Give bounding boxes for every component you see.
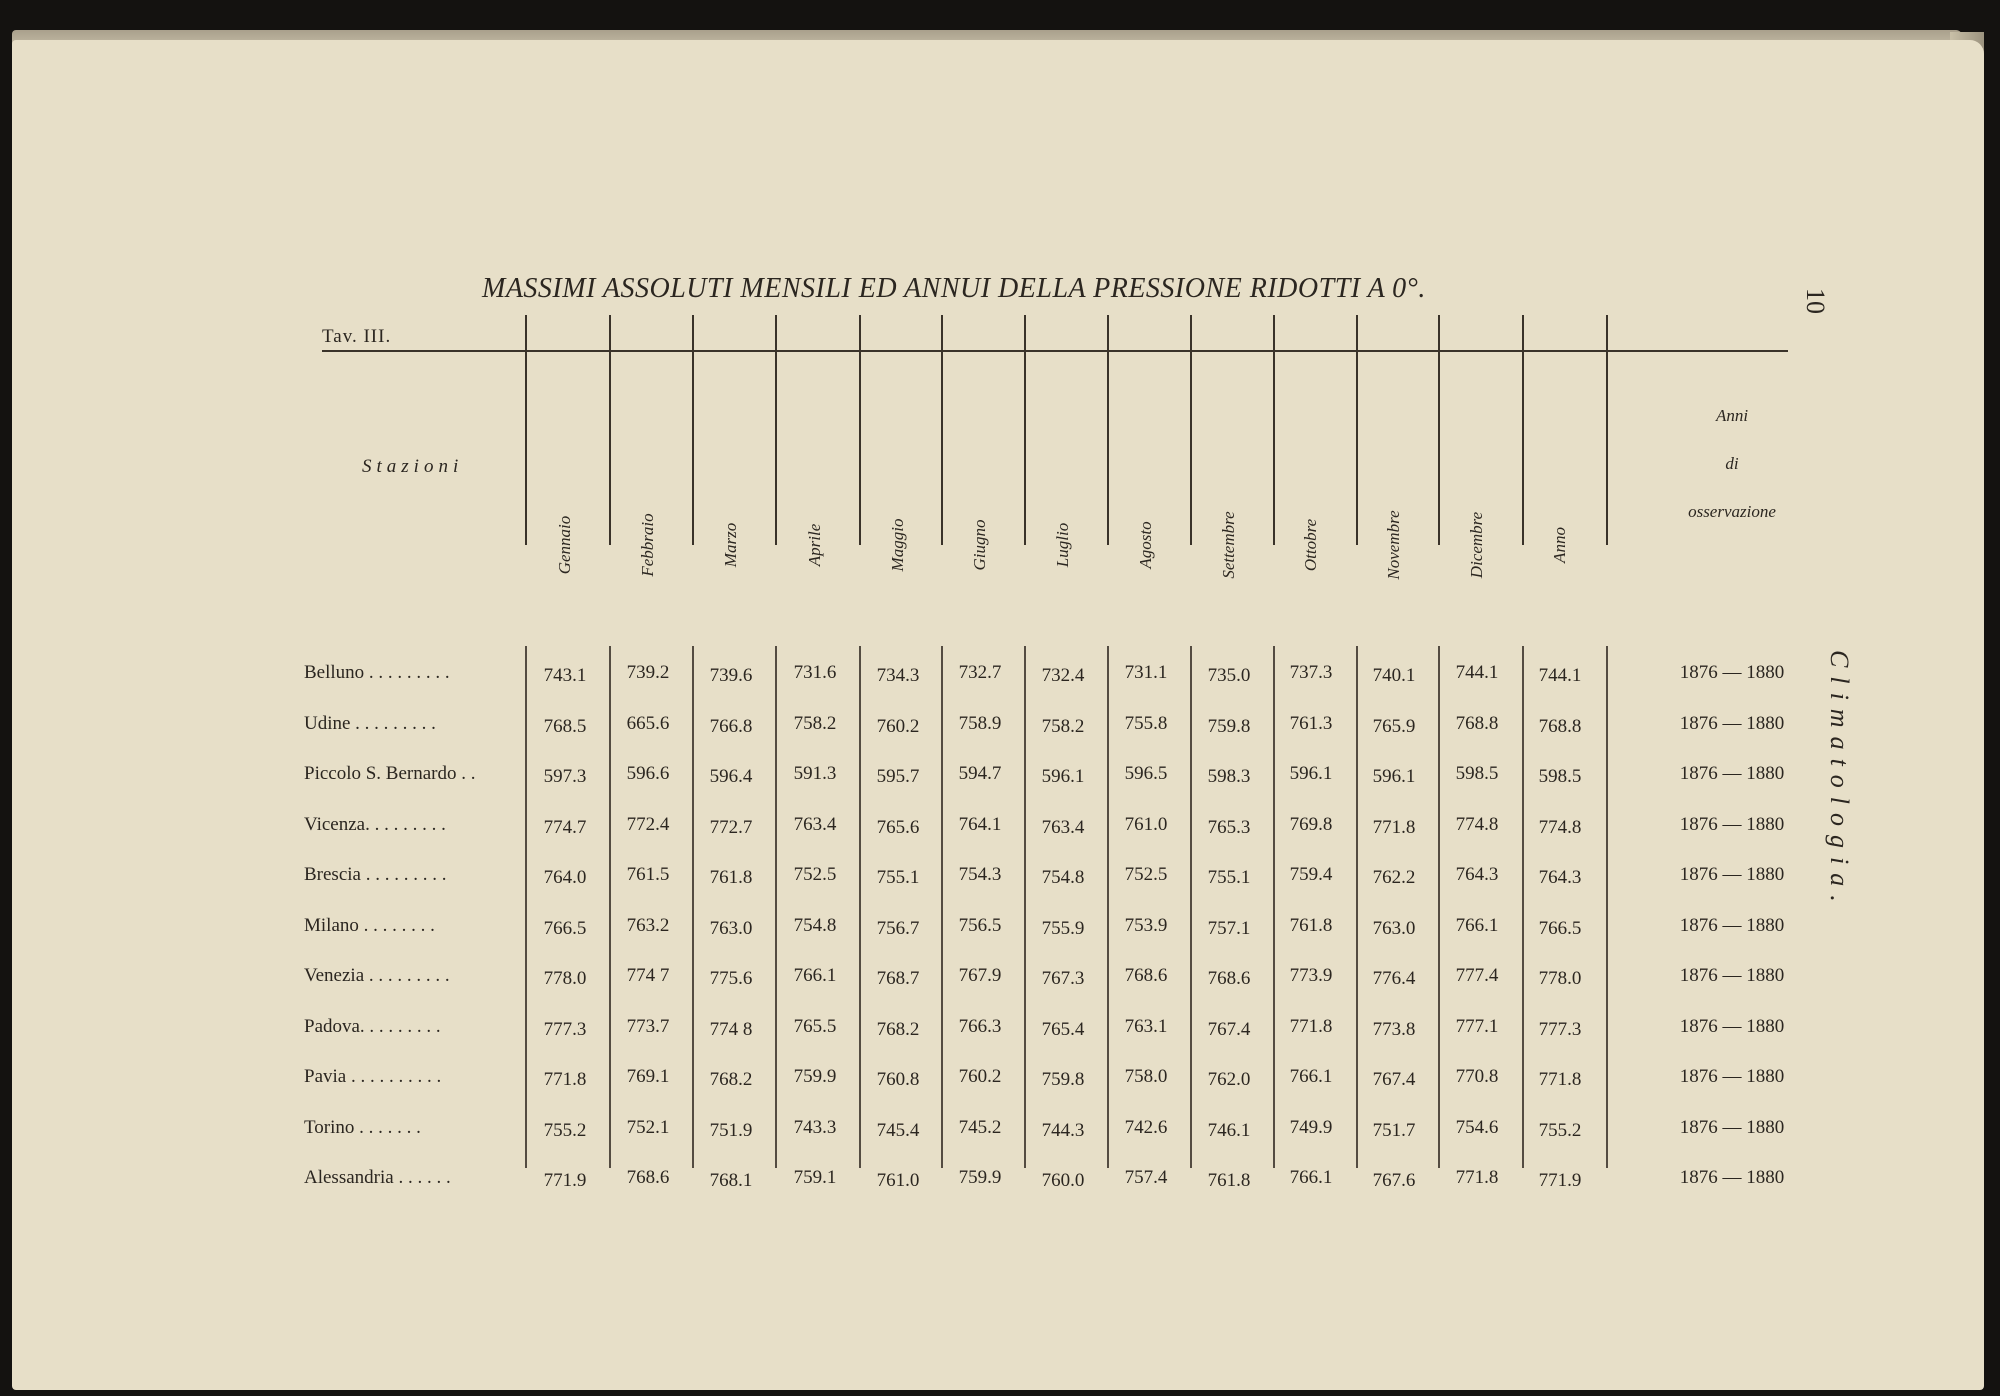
pressure-value-maggio: 768.7: [876, 968, 920, 989]
station-name: Belluno . . . . . . . . .: [304, 662, 450, 683]
pressure-value-febbraio: 768.6: [626, 1167, 670, 1188]
pressure-value-anno: 766.5: [1538, 918, 1582, 939]
observation-years: 1876 — 1880: [1679, 1117, 1785, 1138]
month-header-label: Aprile: [805, 523, 824, 567]
pressure-value-dicembre: 770.8: [1455, 1066, 1499, 1087]
header-column-divider: [775, 315, 777, 545]
pressure-value-aprile: 763.4: [793, 814, 837, 835]
pressure-value-settembre: 768.6: [1207, 968, 1251, 989]
pressure-value-ottobre: 771.8: [1289, 1016, 1333, 1037]
pressure-value-ottobre: 766.1: [1289, 1167, 1333, 1188]
pressure-value-agosto: 742.6: [1124, 1117, 1168, 1138]
page-number: 10: [1801, 288, 1830, 314]
station-name: Milano . . . . . . . .: [304, 915, 435, 936]
pressure-value-novembre: 771.8: [1372, 817, 1416, 838]
pressure-value-dicembre: 598.5: [1455, 763, 1499, 784]
pressure-value-giugno: 732.7: [958, 662, 1002, 683]
pressure-value-ottobre: 766.1: [1289, 1066, 1333, 1087]
header-rule: [322, 350, 1788, 352]
pressure-value-marzo: 739.6: [709, 665, 753, 686]
pressure-value-febbraio: 665.6: [626, 713, 670, 734]
pressure-value-ottobre: 761.8: [1289, 915, 1333, 936]
pressure-value-settembre: 767.4: [1207, 1019, 1251, 1040]
pressure-value-ottobre: 773.9: [1289, 965, 1333, 986]
pressure-value-giugno: 760.2: [958, 1066, 1002, 1087]
pressure-value-febbraio: 739.2: [626, 662, 670, 683]
pressure-value-ottobre: 596.1: [1289, 763, 1333, 784]
pressure-value-settembre: 762.0: [1207, 1069, 1251, 1090]
pressure-value-anno: 778.0: [1538, 968, 1582, 989]
pressure-value-agosto: 763.1: [1124, 1016, 1168, 1037]
header-column-divider: [1273, 315, 1275, 545]
station-name: Piccolo S. Bernardo . .: [304, 763, 476, 784]
month-header-label: Febbraio: [638, 513, 657, 577]
pressure-value-maggio: 755.1: [876, 867, 920, 888]
pressure-value-anno: 771.9: [1538, 1170, 1582, 1191]
pressure-value-anno: 744.1: [1538, 665, 1582, 686]
pressure-value-luglio: 765.4: [1041, 1019, 1085, 1040]
pressure-value-luglio: 763.4: [1041, 817, 1085, 838]
pressure-value-febbraio: 752.1: [626, 1117, 670, 1138]
pressure-value-ottobre: 737.3: [1289, 662, 1333, 683]
observation-years: 1876 — 1880: [1679, 965, 1785, 986]
pressure-value-dicembre: 766.1: [1455, 915, 1499, 936]
pressure-value-novembre: 596.1: [1372, 766, 1416, 787]
pressure-value-gennaio: 743.1: [543, 665, 587, 686]
month-header-label: Dicembre: [1467, 511, 1486, 579]
month-header-label: Novembre: [1384, 510, 1403, 580]
station-name: Udine . . . . . . . . .: [304, 713, 436, 734]
pressure-value-anno: 774.8: [1538, 817, 1582, 838]
pressure-value-settembre: 755.1: [1207, 867, 1251, 888]
years-header-line-3: osservazione: [1688, 502, 1776, 521]
pressure-value-ottobre: 749.9: [1289, 1117, 1333, 1138]
station-name: Pavia . . . . . . . . . .: [304, 1066, 442, 1087]
pressure-value-giugno: 766.3: [958, 1016, 1002, 1037]
pressure-value-marzo: 761.8: [709, 867, 753, 888]
pressure-value-febbraio: 769.1: [626, 1066, 670, 1087]
pressure-value-anno: 598.5: [1538, 766, 1582, 787]
pressure-value-gennaio: 755.2: [543, 1120, 587, 1141]
pressure-value-luglio: 744.3: [1041, 1120, 1085, 1141]
pressure-value-maggio: 760.8: [876, 1069, 920, 1090]
pressure-value-luglio: 596.1: [1041, 766, 1085, 787]
pressure-value-gennaio: 771.8: [543, 1069, 587, 1090]
pressure-value-anno: 755.2: [1538, 1120, 1582, 1141]
pressure-value-marzo: 768.2: [709, 1069, 753, 1090]
pressure-value-febbraio: 761.5: [626, 864, 670, 885]
pressure-value-anno: 777.3: [1538, 1019, 1582, 1040]
pressure-value-ottobre: 759.4: [1289, 864, 1333, 885]
pressure-value-febbraio: 772.4: [626, 814, 670, 835]
pressure-value-marzo: 768.1: [709, 1170, 753, 1191]
pressure-value-giugno: 764.1: [958, 814, 1002, 835]
pressure-value-settembre: 761.8: [1207, 1170, 1251, 1191]
station-name: Vicenza. . . . . . . . .: [304, 814, 446, 835]
header-column-divider: [1356, 315, 1358, 545]
pressure-value-anno: 771.8: [1538, 1069, 1582, 1090]
pressure-value-maggio: 595.7: [876, 766, 920, 787]
pressure-value-aprile: 752.5: [793, 864, 837, 885]
station-name: Brescia . . . . . . . . .: [304, 864, 447, 885]
pressure-value-aprile: 759.9: [793, 1066, 837, 1087]
header-column-divider: [525, 315, 527, 545]
pressure-value-aprile: 754.8: [793, 915, 837, 936]
body-column-divider: [1606, 646, 1608, 1168]
pressure-value-giugno: 756.5: [958, 915, 1002, 936]
pressure-value-aprile: 765.5: [793, 1016, 837, 1037]
pressure-value-settembre: 735.0: [1207, 665, 1251, 686]
pressure-value-marzo: 775.6: [709, 968, 753, 989]
stations-header: Stazioni: [362, 456, 464, 477]
pressure-value-luglio: 759.8: [1041, 1069, 1085, 1090]
header-column-divider: [1190, 315, 1192, 545]
pressure-value-aprile: 758.2: [793, 713, 837, 734]
pressure-value-dicembre: 744.1: [1455, 662, 1499, 683]
pressure-value-maggio: 756.7: [876, 918, 920, 939]
pressure-value-agosto: 758.0: [1124, 1066, 1168, 1087]
pressure-value-giugno: 767.9: [958, 965, 1002, 986]
pressure-value-dicembre: 764.3: [1455, 864, 1499, 885]
observation-years: 1876 — 1880: [1679, 915, 1785, 936]
station-name: Venezia . . . . . . . . .: [304, 965, 450, 986]
header-column-divider: [609, 315, 611, 545]
pressure-value-luglio: 732.4: [1041, 665, 1085, 686]
month-header-label: Ottobre: [1301, 518, 1320, 572]
pressure-value-marzo: 763.0: [709, 918, 753, 939]
pressure-value-novembre: 762.2: [1372, 867, 1416, 888]
pressure-value-maggio: 761.0: [876, 1170, 920, 1191]
years-header-line-1: Anni: [1715, 406, 1749, 425]
pressure-value-gennaio: 777.3: [543, 1019, 587, 1040]
pressure-value-novembre: 751.7: [1372, 1120, 1416, 1141]
month-header-label: Anno: [1550, 527, 1569, 563]
observation-years: 1876 — 1880: [1679, 814, 1785, 835]
pressure-value-settembre: 765.3: [1207, 817, 1251, 838]
pressure-value-agosto: 761.0: [1124, 814, 1168, 835]
pressure-value-febbraio: 774 7: [626, 965, 670, 986]
pressure-value-agosto: 731.1: [1124, 662, 1168, 683]
pressure-value-gennaio: 771.9: [543, 1170, 587, 1191]
observation-years: 1876 — 1880: [1679, 1066, 1785, 1087]
month-header-label: Settembre: [1219, 511, 1238, 579]
pressure-value-gennaio: 774.7: [543, 817, 587, 838]
pressure-value-agosto: 752.5: [1124, 864, 1168, 885]
pressure-value-agosto: 755.8: [1124, 713, 1168, 734]
header-column-divider: [692, 315, 694, 545]
pressure-value-aprile: 743.3: [793, 1117, 837, 1138]
pressure-value-maggio: 760.2: [876, 716, 920, 737]
pressure-value-dicembre: 754.6: [1455, 1117, 1499, 1138]
pressure-value-agosto: 768.6: [1124, 965, 1168, 986]
month-header-label: Maggio: [888, 518, 907, 572]
pressure-value-maggio: 734.3: [876, 665, 920, 686]
pressure-value-giugno: 759.9: [958, 1167, 1002, 1188]
pressure-value-gennaio: 766.5: [543, 918, 587, 939]
pressure-value-novembre: 765.9: [1372, 716, 1416, 737]
header-column-divider: [1522, 315, 1524, 545]
pressure-value-luglio: 754.8: [1041, 867, 1085, 888]
pressure-value-maggio: 765.6: [876, 817, 920, 838]
header-column-divider: [1024, 315, 1026, 545]
pressure-value-aprile: 759.1: [793, 1167, 837, 1188]
pressure-value-agosto: 757.4: [1124, 1167, 1168, 1188]
pressure-value-novembre: 776.4: [1372, 968, 1416, 989]
observation-years: 1876 — 1880: [1679, 713, 1785, 734]
pressure-value-anno: 768.8: [1538, 716, 1582, 737]
pressure-value-dicembre: 777.4: [1455, 965, 1499, 986]
month-header-label: Gennaio: [555, 515, 574, 575]
header-column-divider: [1606, 315, 1608, 545]
pressure-value-aprile: 766.1: [793, 965, 837, 986]
pressure-value-dicembre: 771.8: [1455, 1167, 1499, 1188]
pressure-value-marzo: 772.7: [709, 817, 753, 838]
pressure-value-maggio: 768.2: [876, 1019, 920, 1040]
header-column-divider: [941, 315, 943, 545]
pressure-value-settembre: 746.1: [1207, 1120, 1251, 1141]
pressure-value-febbraio: 596.6: [626, 763, 670, 784]
pressure-value-giugno: 758.9: [958, 713, 1002, 734]
pressure-value-febbraio: 773.7: [626, 1016, 670, 1037]
observation-years: 1876 — 1880: [1679, 864, 1785, 885]
pressure-value-febbraio: 763.2: [626, 915, 670, 936]
pressure-value-ottobre: 769.8: [1289, 814, 1333, 835]
pressure-value-agosto: 596.5: [1124, 763, 1168, 784]
pressure-value-giugno: 594.7: [958, 763, 1002, 784]
pressure-value-aprile: 731.6: [793, 662, 837, 683]
header-column-divider: [859, 315, 861, 545]
pressure-value-dicembre: 777.1: [1455, 1016, 1499, 1037]
table-title: MASSIMI ASSOLUTI MENSILI ED ANNUI DELLA PRESSIONE RIDOTTI A 0°.: [482, 273, 1426, 304]
header-column-divider: [1438, 315, 1440, 545]
pressure-value-dicembre: 768.8: [1455, 713, 1499, 734]
pressure-value-luglio: 767.3: [1041, 968, 1085, 989]
station-name: Alessandria . . . . . .: [304, 1167, 451, 1188]
pressure-value-gennaio: 778.0: [543, 968, 587, 989]
pressure-value-gennaio: 768.5: [543, 716, 587, 737]
pressure-value-giugno: 754.3: [958, 864, 1002, 885]
pressure-value-gennaio: 764.0: [543, 867, 587, 888]
pressure-value-marzo: 596.4: [709, 766, 753, 787]
month-header-label: Luglio: [1053, 522, 1072, 568]
pressure-value-novembre: 773.8: [1372, 1019, 1416, 1040]
pressure-value-gennaio: 597.3: [543, 766, 587, 787]
pressure-value-marzo: 766.8: [709, 716, 753, 737]
pressure-value-giugno: 745.2: [958, 1117, 1002, 1138]
header-column-divider: [1107, 315, 1109, 545]
section-title: Climatologia.: [1825, 650, 1854, 911]
pressure-value-novembre: 763.0: [1372, 918, 1416, 939]
observation-years: 1876 — 1880: [1679, 662, 1785, 683]
observation-years: 1876 — 1880: [1679, 1167, 1785, 1188]
pressure-value-marzo: 751.9: [709, 1120, 753, 1141]
years-header-line-2: di: [1725, 454, 1739, 473]
pressure-value-settembre: 598.3: [1207, 766, 1251, 787]
pressure-value-settembre: 759.8: [1207, 716, 1251, 737]
pressure-value-ottobre: 761.3: [1289, 713, 1333, 734]
book-page: [12, 40, 1984, 1390]
month-header-label: Marzo: [721, 522, 740, 568]
station-name: Torino . . . . . . .: [304, 1117, 421, 1138]
table-label: Tav. III.: [322, 326, 392, 347]
pressure-value-luglio: 755.9: [1041, 918, 1085, 939]
station-name: Padova. . . . . . . . .: [304, 1016, 441, 1037]
pressure-value-novembre: 767.6: [1372, 1170, 1416, 1191]
pressure-value-luglio: 758.2: [1041, 716, 1085, 737]
pressure-value-marzo: 774 8: [709, 1019, 753, 1040]
pressure-value-luglio: 760.0: [1041, 1170, 1085, 1191]
pressure-value-settembre: 757.1: [1207, 918, 1251, 939]
month-header-label: Giugno: [970, 519, 989, 571]
pressure-value-dicembre: 774.8: [1455, 814, 1499, 835]
pressure-value-aprile: 591.3: [793, 763, 837, 784]
pressure-value-maggio: 745.4: [876, 1120, 920, 1141]
pressure-value-novembre: 740.1: [1372, 665, 1416, 686]
month-header-label: Agosto: [1136, 521, 1155, 569]
pressure-value-novembre: 767.4: [1372, 1069, 1416, 1090]
pressure-value-anno: 764.3: [1538, 867, 1582, 888]
observation-years: 1876 — 1880: [1679, 1016, 1785, 1037]
pressure-value-agosto: 753.9: [1124, 915, 1168, 936]
observation-years: 1876 — 1880: [1679, 763, 1785, 784]
